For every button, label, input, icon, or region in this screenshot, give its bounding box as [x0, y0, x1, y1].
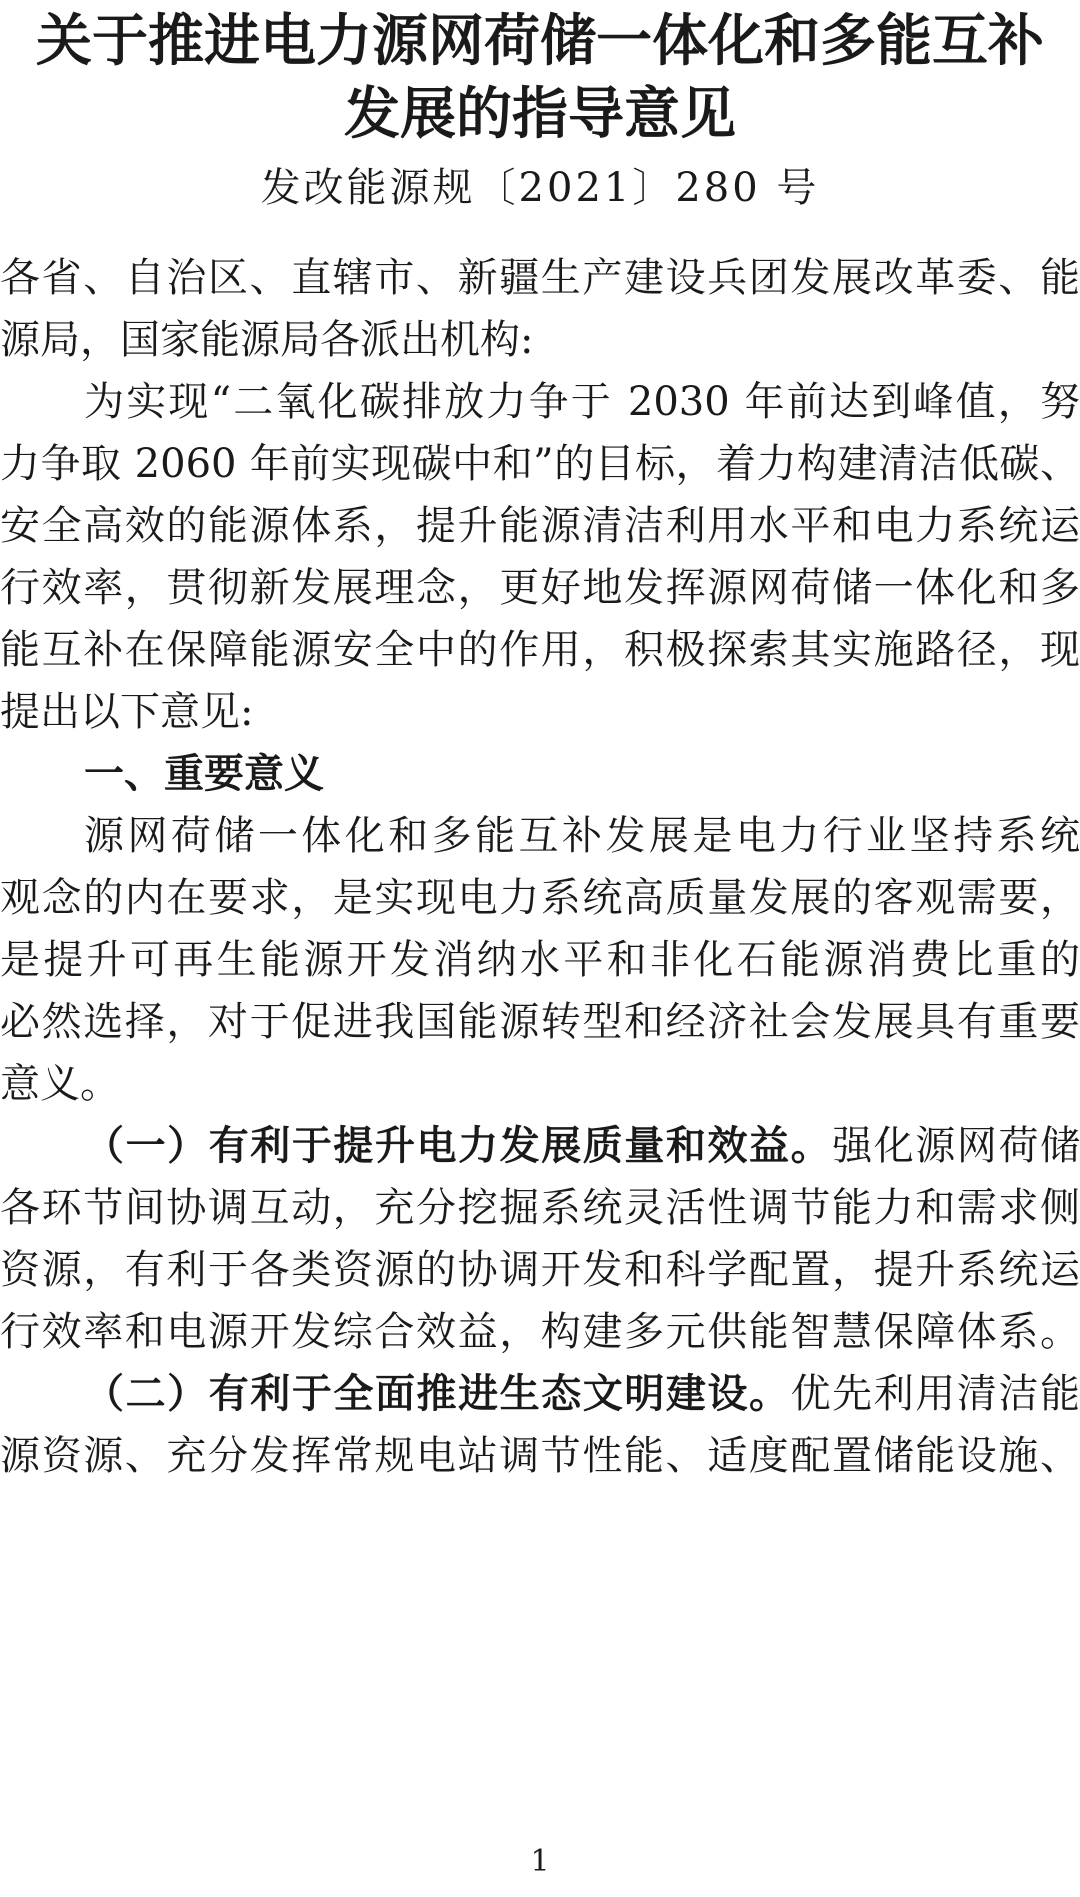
- item1-line-2: 各环节间协调互动，充分挖掘系统灵活性调节能力和需求侧: [0, 1185, 1080, 1231]
- item1-first-line-rest: 强化源网荷储: [832, 1123, 1080, 1169]
- section1-line-5: 意义。: [0, 1061, 120, 1107]
- document-title-line-2: 发展的指导意见: [344, 82, 736, 147]
- intro-line-1: 为实现“二氧化碳排放力争于 2030 年前达到峰值，努: [84, 379, 1080, 425]
- item1-line-4: 行效率和电源开发综合效益，构建多元供能智慧保障体系。: [0, 1309, 1080, 1355]
- intro-line-4: 行效率，贯彻新发展理念，更好地发挥源网荷储一体化和多: [0, 565, 1080, 611]
- section-heading: 一、重要意义: [84, 751, 324, 797]
- intro-line-6: 提出以下意见:: [0, 689, 254, 735]
- section1-line-3: 是提升可再生能源开发消纳水平和非化石能源消费比重的: [0, 937, 1080, 983]
- section1-line-4: 必然选择，对于促进我国能源转型和经济社会发展具有重要: [0, 999, 1080, 1045]
- intro-line-3: 安全高效的能源体系，提升能源清洁利用水平和电力系统运: [0, 503, 1080, 549]
- section1-line-2: 观念的内在要求，是实现电力系统高质量发展的客观需要，: [0, 875, 1080, 921]
- page-number: 1: [530, 1844, 550, 1879]
- item1-bold-heading: （一）有利于提升电力发展质量和效益。: [84, 1123, 833, 1169]
- salutation-line-2: 源局，国家能源局各派出机构:: [0, 317, 534, 363]
- intro-line-2: 力争取 2060 年前实现碳中和”的目标，着力构建清洁低碳、: [0, 441, 1080, 487]
- intro-line-5: 能互补在保障能源安全中的作用，积极探索其实施路径，现: [0, 627, 1080, 673]
- item2-line-2: 源资源、充分发挥常规电站调节性能、适度配置储能设施、: [0, 1433, 1080, 1479]
- salutation-line-1: 各省、自治区、直辖市、新疆生产建设兵团发展改革委、能: [0, 255, 1080, 301]
- document-title-line-1: 关于推进电力源网荷储一体化和多能互补: [36, 9, 1044, 74]
- item2-first-line-rest: 优先利用清洁能: [790, 1371, 1080, 1417]
- document-number: 发改能源规〔2021〕280 号: [260, 165, 820, 211]
- item1-line-3: 资源，有利于各类资源的协调开发和科学配置，提升系统运: [0, 1247, 1080, 1293]
- section1-line-1: 源网荷储一体化和多能互补发展是电力行业坚持系统: [84, 813, 1080, 859]
- item2-bold-heading: （二）有利于全面推进生态文明建设。: [84, 1371, 791, 1417]
